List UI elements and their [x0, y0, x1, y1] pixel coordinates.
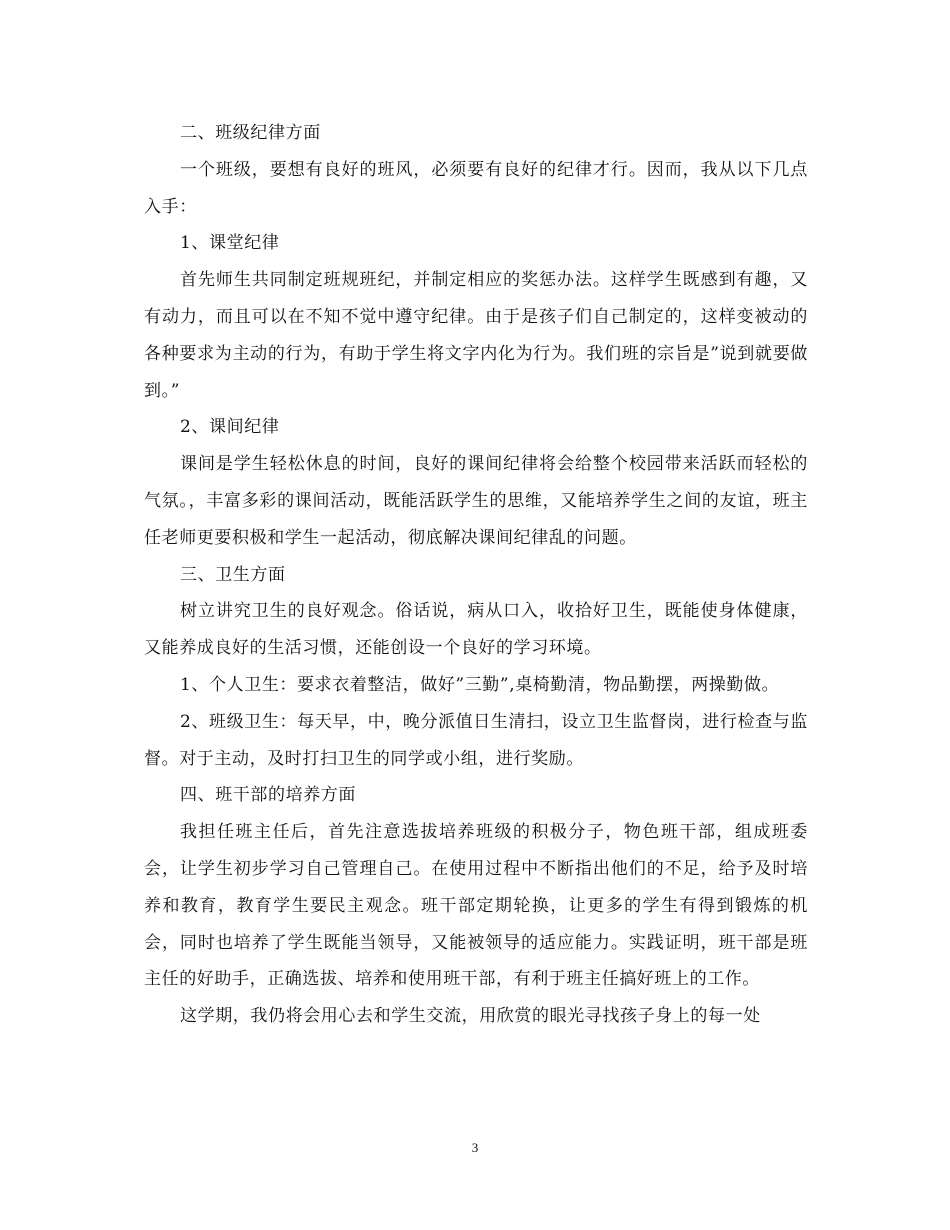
paragraph: 一个班级，要想有良好的班风，必须要有良好的纪律才行。因而，我从以下几点入手：	[144, 159, 808, 217]
paragraph: 课间是学生轻松休息的时间，良好的课间纪律将会给整个校园带来活跃而轻松的气氛。，丰富多彩的课间活动，既能活跃学生的思维，又能培养学生之间的友谊，班主任老师更要积极和学生一起活动，彻底解决课间纪律乱的问题。	[144, 454, 808, 548]
page-number: 3	[471, 1140, 479, 1155]
section-heading-hygiene: 三、卫生方面	[180, 564, 286, 585]
paragraph: 首先师生共同制定班规班纪，并制定相应的奖惩办法。这样学生既感到有趣，又有动力，而且可以在不知不觉中遵守纪律。由于是孩子们自己制定的，这样变被动的各种要求为主动的行为，有助于学生将文字内化为行为。我们班的宗旨是”说到就要做到。”	[144, 270, 808, 401]
list-item-class-hygiene: 2、班级卫生：每天早，中，晚分派值日生清扫，设立卫生监督岗，进行检查与监督。对于主动，及时打扫卫生的同学或小组，进行奖励。	[144, 711, 808, 769]
document-body	[144, 115, 808, 1035]
section-heading-class-discipline: 二、班级纪律方面	[180, 123, 321, 143]
paragraph: 我担任班主任后，首先注意选拔培养班级的积极分子，物色班干部，组成班委会，让学生初步学习自己管理自己。在使用过程中不断指出他们的不足，给予及时培养和教育，教育学生要民主观念。班干部定期轮换，让更多的学生有得到锻炼的机会，同时也培养了学生既能当领导，又能被领导的适应能力。实践证明，班干部是班主任的好助手，正确选拔、培养和使用班干部，有利于班主任搞好班上的工作。	[144, 822, 808, 990]
subheading-classroom-discipline: 1、课堂纪律	[180, 233, 280, 254]
list-item-personal-hygiene: 1、个人卫生：要求衣着整洁，做好”三勤”,桌椅勤清，物品勤摆，两操勤做。	[180, 674, 780, 695]
subheading-break-discipline: 2、课间纪律	[180, 417, 280, 438]
section-heading-class-cadre: 四、班干部的培养方面	[180, 785, 356, 806]
paragraph: 树立讲究卫生的良好观念。俗话说，病从口入，收拾好卫生，既能使身体健康，又能养成良好的生活习惯，还能创设一个良好的学习环境。	[144, 601, 808, 659]
paragraph: 这学期，我仍将会用心去和学生交流，用欣赏的眼光寻找孩子身上的每一处	[180, 1006, 761, 1027]
